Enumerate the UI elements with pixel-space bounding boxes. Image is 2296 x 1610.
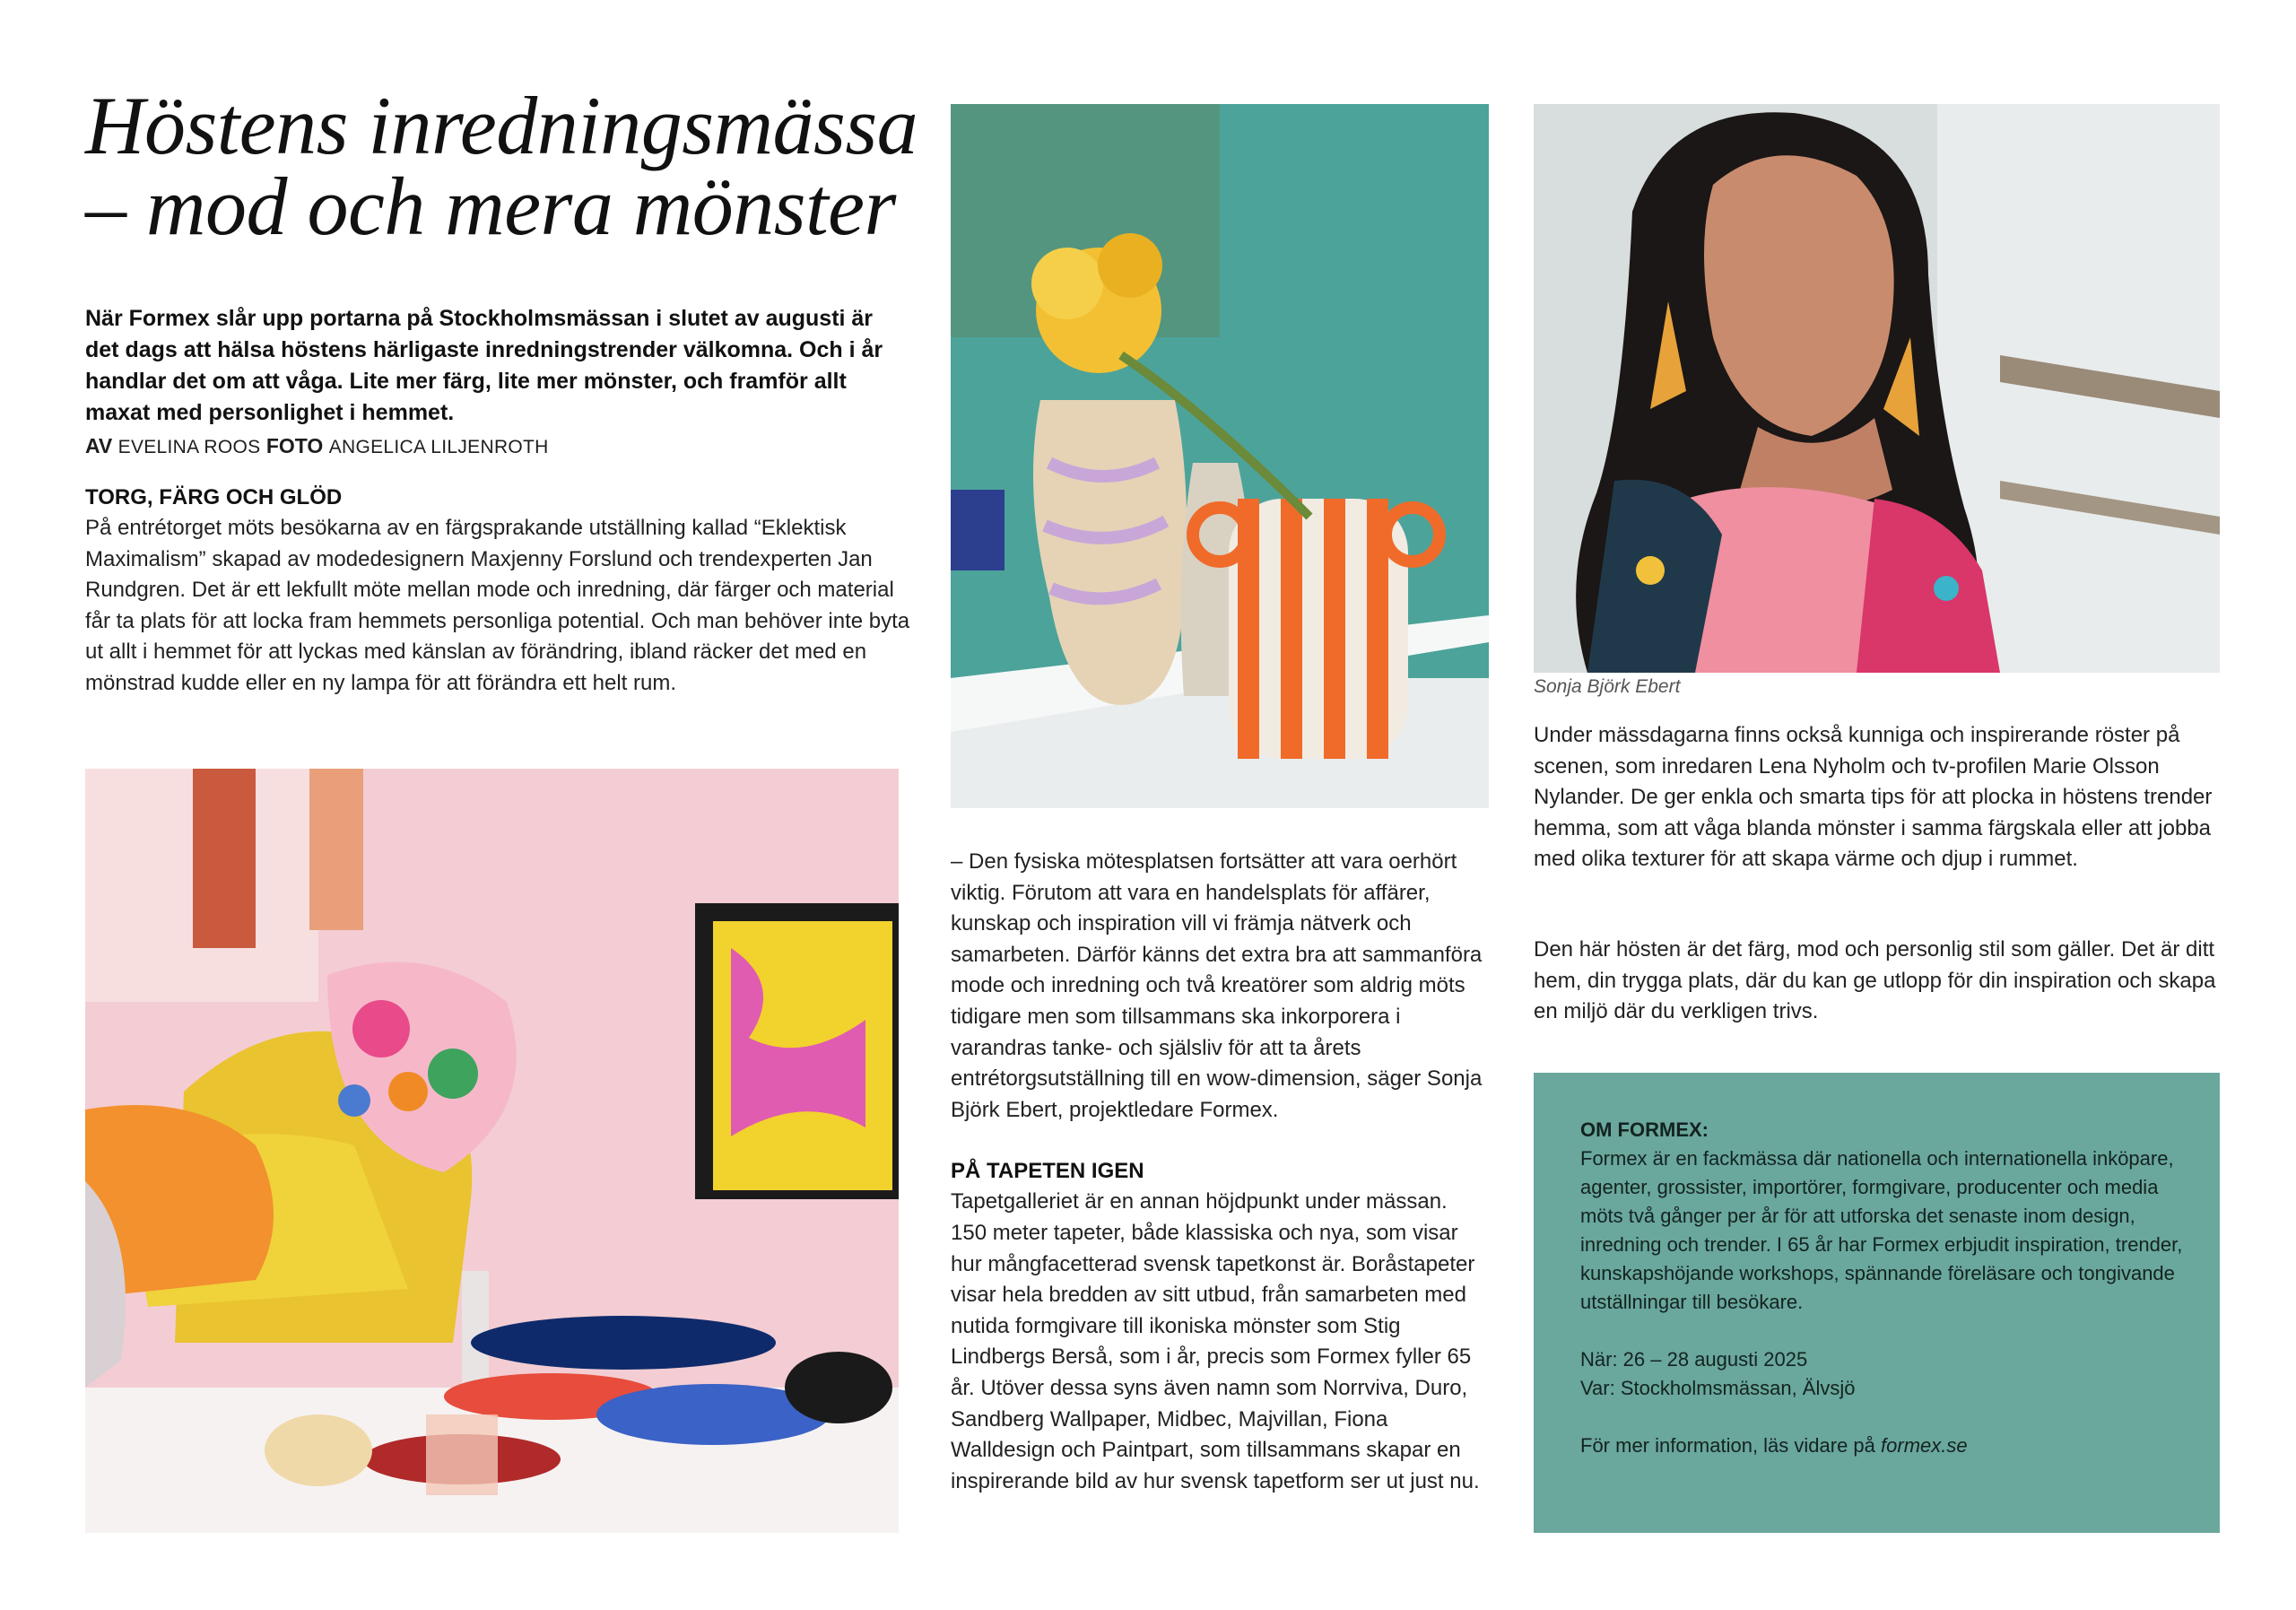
column-3-para-1: Under mässdagarna finns också kunniga och inspirerande röster på scenen, som inredaren Lena Nyholm och tv-profilen Marie Olsson Nylander. De ger enkla och smarta tips för att plocka in höstens trender hemma, som att våga blanda mönster i samma färgskala eller att jobba med olika texturer för att skapa värme och djup i rummet. — [1534, 723, 2213, 872]
fact-box-formex — [1534, 1073, 2220, 1533]
title-line-1: Höstens inredningsmässa — [85, 80, 918, 171]
title-line-2: – mod och mera mönster — [85, 161, 896, 252]
photo-striped-vase — [951, 104, 1489, 808]
factbox-heading: OM FORMEX: — [1580, 1118, 1709, 1141]
column-2-text — [951, 847, 1489, 1497]
quote-paragraph: – Den fysiska mötesplatsen fortsätter att vara oerhört viktig. Förutom att vara en handelsplats för affärer, kunskap och inspiration vill vi främja nätverk och samarbeten. Därför känns det extra bra att sammanföra mode och inredning och två kreatörer som aldrig möts tidigare men som tillsammans ska inkorporera i varandras tanke- och själsliv för att ta årets entrétorgsutställning till en wow-dimension, säger Sonja Björk Ebert, projektledare Formex. — [951, 849, 1483, 1122]
article-title — [85, 80, 919, 252]
byline-av-label: AV — [85, 434, 113, 457]
factbox-when: När: 26 – 28 augusti 2025 — [1580, 1348, 1808, 1371]
factbox-more-prefix: För mer information, läs vidare på — [1580, 1434, 1882, 1457]
section-heading-tapeten: PÅ TAPETEN IGEN — [951, 1159, 1144, 1184]
byline-photographer: ANGELICA LILJENROTH — [328, 437, 549, 457]
section-text-torg: På entrétorget möts besökarna av en färgsprakande utställning kallad “Eklektisk Maximalism” skapad av modedesignern Maxjenny Forslund och trendexperten Jan Rundgren. Det är ett lekfullt möte mellan mode och inredning, där färger och material får ta plats för att locka fram hemmets personliga potential. Och man behöver inte byta ut allt i hemmet för att lyckas med känslan av förändring, ibland räcker det med en mönstrad kudde eller en ny lampa för att förändra ett helt rum. — [85, 516, 910, 695]
byline-author: EVELINA ROOS — [117, 437, 261, 457]
formex-link[interactable]: formex.se — [1881, 1434, 1968, 1457]
column-3-para-2: Den här hösten är det färg, mod och personlig stil som gäller. Det är ditt hem, din trygga plats, där du kan ge utlopp för din inspiration och skapa en miljö där du verkligen trivs. — [1534, 937, 2216, 1024]
section-torg — [85, 483, 910, 700]
section-heading-torg: TORG, FÄRG OCH GLÖD — [85, 485, 343, 509]
factbox-text: Formex är en fackmässa där nationella och internationella inköpare, agenter, grossister, importörer, formgivare, producenter och media möts två gånger per år för att utforska det senaste inom design, inredning och trender. I 65 år har Formex erbjudit inspiration, trender, kunskapshöjande workshops, spännande föreläsare och tongivande utställningar till besökare. — [1580, 1147, 2183, 1313]
photo-portrait-sonja — [1534, 104, 2220, 673]
byline-foto-label: FOTO — [265, 434, 324, 457]
factbox-where: Var: Stockholmsmässan, Älvsjö — [1580, 1377, 1856, 1399]
section-text-tapeten: Tapetgalleriet är en annan höjdpunkt under mässan. 150 meter tapeter, både klassiska och nya, som visar hur mångfacetterad svensk tapetkonst är. Boråstapeter visar hela bredden av sitt utbud, från samarbeten med nutida formgivare till ikoniska mönster som Stig Lindbergs Berså, som i år, precis som Formex fyller 65 år. Utöver dessa syns även namn som Norrviva, Duro, Sandberg Wallpaper, Midbec, Majvillan, Fiona Walldesign och Paintpart, som tillsammans skapar en inspirerande bild av hur svensk tapetform ser ut just nu. — [951, 1189, 1480, 1493]
byline — [85, 432, 910, 461]
factbox-more-info — [1580, 1432, 2190, 1460]
photo-caption: Sonja Björk Ebert — [1534, 676, 1681, 697]
lead-paragraph: När Formex slår upp portarna på Stockholmsmässan i slutet av augusti är det dags att hälsa höstens härligaste inredningstrender välkomna. Och i år handlar det om att våga. Lite mer färg, lite mer mönster, och framför allt maxat med personlighet i hemmet. — [85, 306, 883, 425]
photo-chair-exhibition — [85, 769, 899, 1533]
